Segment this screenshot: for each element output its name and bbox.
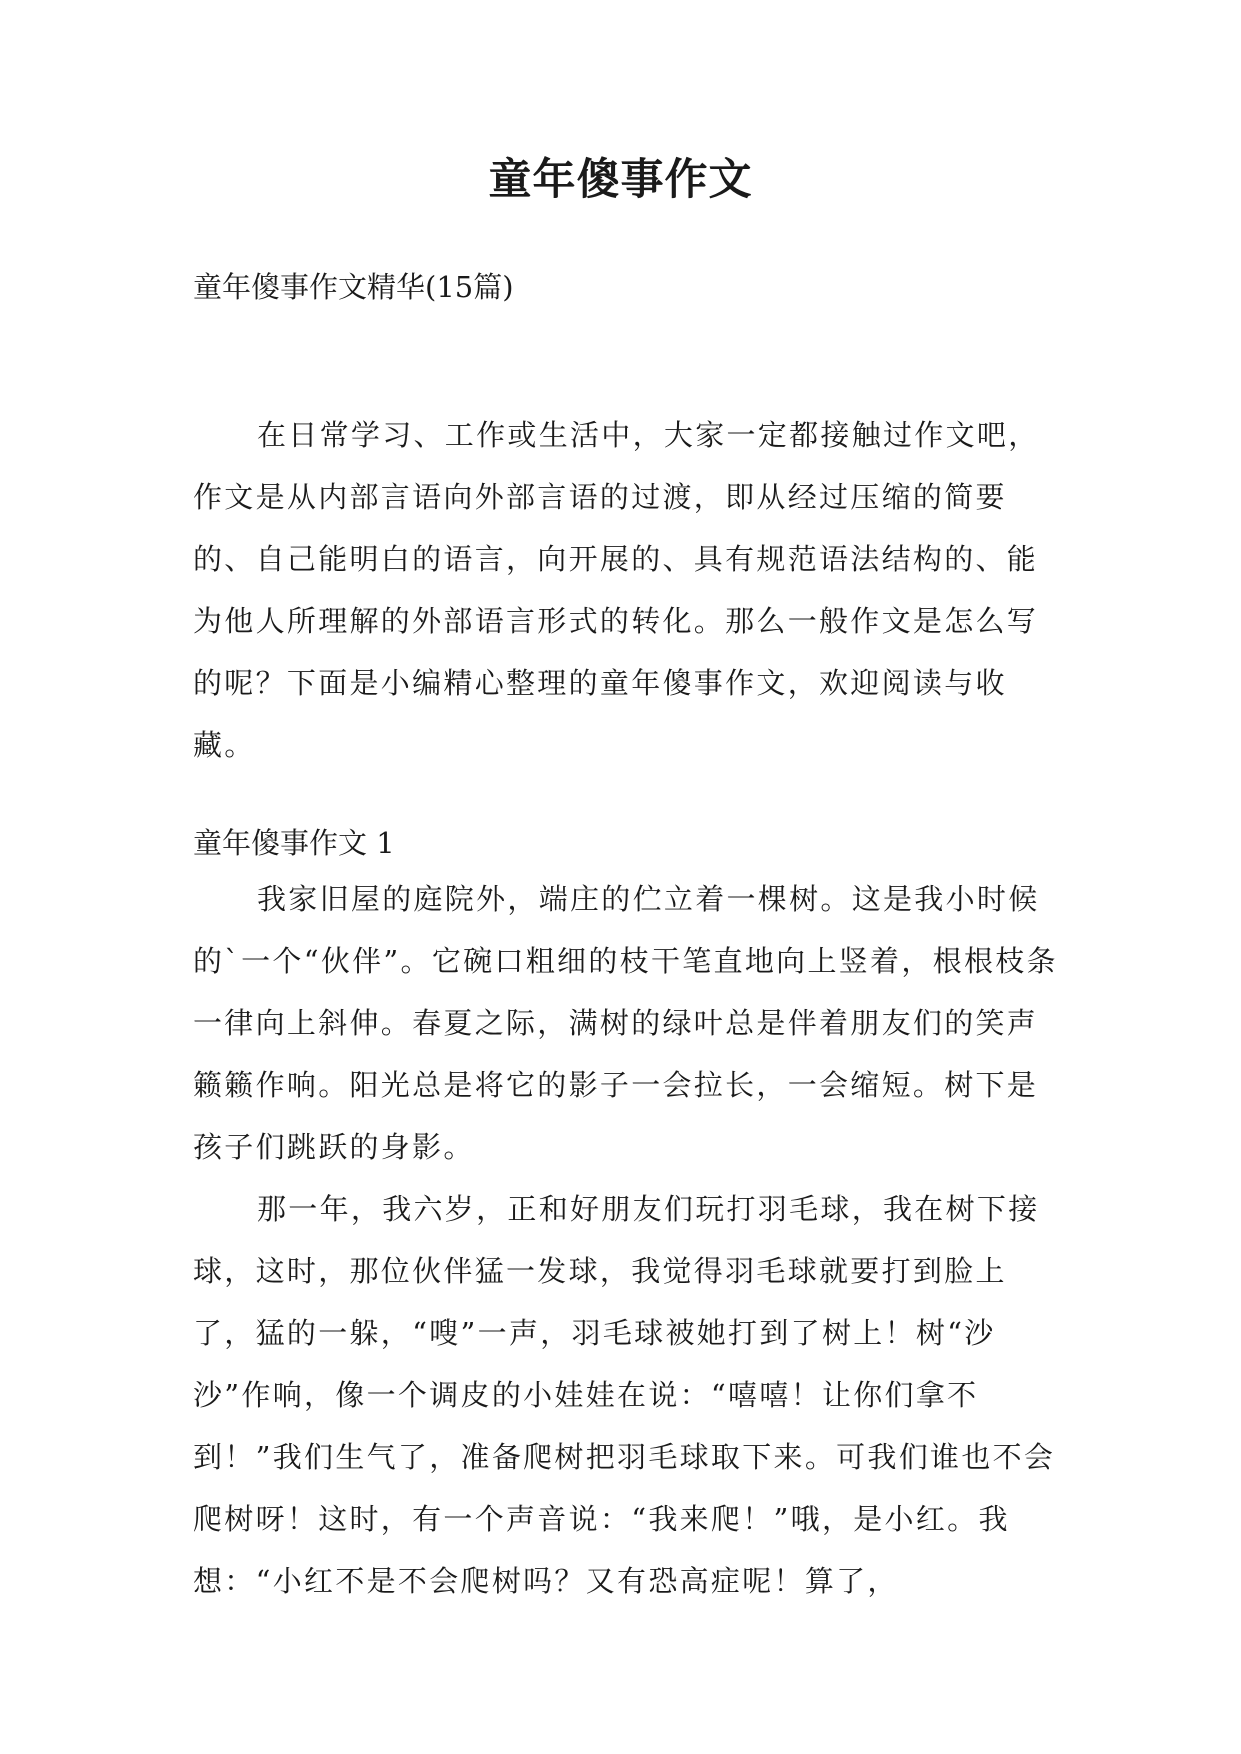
intro-paragraph: 在日常学习、工作或生活中，大家一定都接触过作文吧，作文是从内部言语向外部言语的过渡，即从经过压缩的简要的、自己能明白的语言，向开展的、具有规范语法结构的、能为他人所理解的外部语言形式的转化。那么一般作文是怎么写的呢？下面是小编精心整理的童年傻事作文，欢迎阅读与收藏。: [193, 418, 1040, 762]
section-heading: 童年傻事作文 1: [193, 826, 395, 860]
page-title: 童年傻事作文: [488, 155, 753, 205]
document-subtitle: 童年傻事作文精华(15篇): [193, 270, 514, 304]
essay-paragraph-2: 那一年，我六岁，正和好朋友们玩打羽毛球，我在树下接球，这时，那位伙伴猛一发球，我觉得羽毛球就要打到脸上了，猛的一躲，“嗖”一声，羽毛球被她打到了树上！树“沙沙”作响，像一个调皮的小娃娃在说：“嘻嘻！让你们拿不到！”我们生气了，准备爬树把羽毛球取下来。可我们谁也不会爬树呀！这时，有一个声音说：“我来爬！”哦，是小红。我想：“小红不是不会爬树吗？又有恐高症呢！算了，: [193, 1192, 1056, 1598]
essay-paragraph-1: 我家旧屋的庭院外，端庄的伫立着一棵树。这是我小时候的`一个“伙伴”。它碗口粗细的枝干笔直地向上竖着，根根枝条一律向上斜伸。春夏之际，满树的绿叶总是伴着朋友们的笑声籁籁作响。阳光总是将它的影子一会拉长，一会缩短。树下是孩子们跳跃的身影。: [193, 882, 1058, 1164]
essay-body: [193, 868, 1063, 1612]
intro-block: [193, 404, 1063, 776]
